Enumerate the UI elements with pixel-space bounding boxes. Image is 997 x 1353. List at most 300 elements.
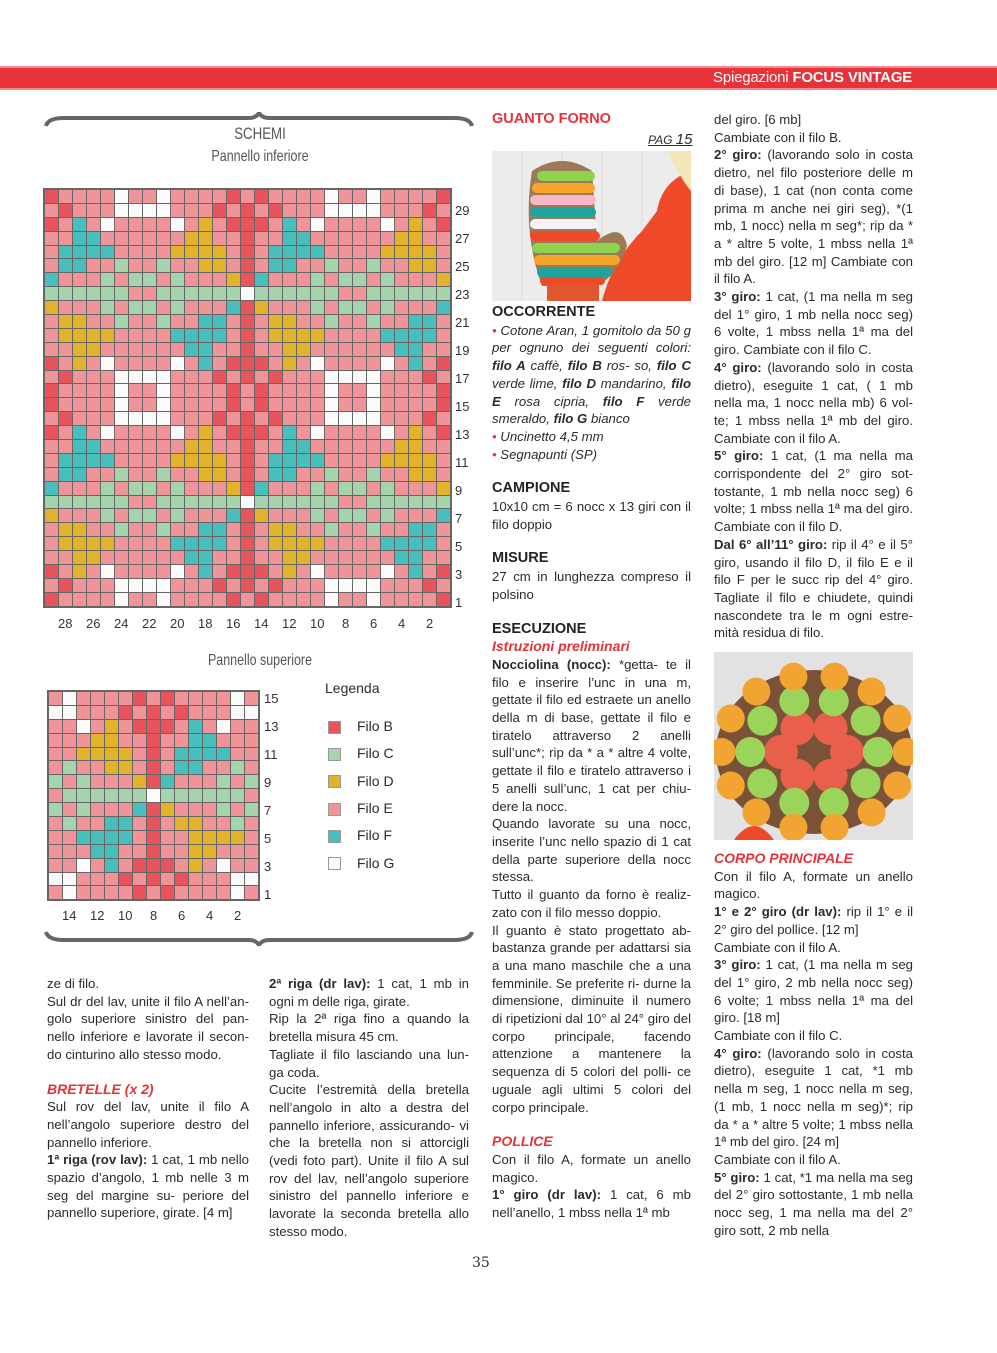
yarn-bobble: [747, 706, 777, 736]
chart-cell-B: [213, 412, 226, 425]
chart-cell-E: [437, 551, 450, 564]
chart-cell-E: [105, 692, 118, 705]
row-tick-label: 11: [264, 747, 278, 762]
col-tick-label: 12: [282, 616, 297, 631]
chart-cell-E: [395, 259, 408, 272]
chart-cell-E: [129, 190, 142, 203]
chart-cell-E: [217, 734, 230, 747]
chart-cell-E: [409, 204, 422, 217]
paragraph: Il guanto è stato progettato ab- bastanza grande per adattarsi sia a una mano maschile che a una femminile. Se preferite ri- durne la dimensione, diminuite il numero di ripetizioni dal 10° al 24° giro del corpo principale, facendo attenzione a mantenere la sequenza di 5 colori del polli- ce uguale agli ultimi 5 colori del corpo principale.: [492, 922, 691, 1115]
chart-cell-F: [199, 343, 212, 356]
chart-cell-E: [381, 190, 394, 203]
chart-cell-E: [283, 398, 296, 411]
chart-cell-C: [423, 496, 436, 509]
chart-cell-C: [115, 287, 128, 300]
chart-cell-C: [325, 523, 338, 536]
chart-cell-E: [203, 803, 216, 816]
chart-cell-D: [101, 329, 114, 342]
chart-cell-E: [133, 873, 146, 886]
chart-cell-G: [325, 204, 338, 217]
chart-cell-E: [297, 371, 310, 384]
chart-cell-G: [157, 384, 170, 397]
chart-cell-E: [423, 426, 436, 439]
chart-cell-F: [73, 246, 86, 259]
paragraph: Con il filo A, formate un anello magico.: [714, 868, 913, 902]
chart-cell-D: [381, 246, 394, 259]
chart-cell-C: [175, 789, 188, 802]
section-label: Spiegazioni: [713, 69, 789, 86]
chart-cell-E: [409, 190, 422, 203]
chart-cell-G: [77, 859, 90, 872]
chart-cell-G: [367, 371, 380, 384]
chart-cell-D: [185, 246, 198, 259]
chart-cell-C: [283, 287, 296, 300]
chart-cell-E: [227, 440, 240, 453]
col-tick-label: 16: [226, 616, 241, 631]
chart-cell-B: [241, 537, 254, 550]
chart-cell-E: [49, 761, 62, 774]
chart-cell-E: [325, 482, 338, 495]
chart-cell-G: [101, 426, 114, 439]
chart-cell-E: [367, 454, 380, 467]
chart-cell-E: [269, 482, 282, 495]
chart-cell-E: [129, 551, 142, 564]
chart-cell-E: [311, 523, 324, 536]
chart-cell-E: [87, 190, 100, 203]
chart-cell-E: [101, 204, 114, 217]
chart-cell-E: [129, 259, 142, 272]
chart-cell-C: [311, 301, 324, 314]
row-tick-label: 9: [264, 775, 272, 790]
chart-cell-E: [367, 329, 380, 342]
chart-cell-D: [269, 329, 282, 342]
chart-cell-E: [175, 734, 188, 747]
chart-cell-E: [283, 371, 296, 384]
chart-cell-E: [395, 273, 408, 286]
paragraph: [269, 975, 469, 1010]
chart-cell-C: [367, 496, 380, 509]
chart-cell-C: [73, 287, 86, 300]
yarn-color: mandarino,: [596, 375, 672, 391]
chart-cell-E: [203, 859, 216, 872]
chart-cell-G: [157, 593, 170, 606]
mitten-top-illustration: [714, 652, 913, 840]
chart-cell-B: [133, 886, 146, 899]
chart-cell-E: [339, 190, 352, 203]
chart-cell-E: [143, 551, 156, 564]
chart-cell-C: [171, 509, 184, 522]
chart-cell-G: [171, 218, 184, 231]
chart-cell-E: [185, 218, 198, 231]
chart-cell-E: [255, 315, 268, 328]
chart-cell-E: [311, 384, 324, 397]
chart-cell-E: [339, 398, 352, 411]
chart-cell-E: [395, 412, 408, 425]
row-tick-label: 27: [455, 231, 470, 246]
chart-cell-D: [189, 845, 202, 858]
yarn-bobble: [814, 759, 848, 793]
chart-cell-E: [73, 398, 86, 411]
chart-cell-E: [87, 509, 100, 522]
chart-cell-G: [63, 873, 76, 886]
chart-cell-F: [189, 720, 202, 733]
chart-cell-F: [91, 845, 104, 858]
chart-cell-E: [161, 748, 174, 761]
chart-cell-E: [143, 537, 156, 550]
text-column-3: [492, 304, 691, 1222]
chart-cell-E: [59, 384, 72, 397]
legend-swatch: [328, 775, 341, 788]
chart-cell-F: [73, 468, 86, 481]
chart-cell-F: [395, 343, 408, 356]
chart-cell-E: [63, 803, 76, 816]
paragraph: Tagliate il filo lasciando una lun- ga coda.: [269, 1046, 469, 1080]
chart-cell-G: [353, 412, 366, 425]
chart-cell-E: [437, 412, 450, 425]
chart-cell-C: [49, 775, 62, 788]
chart-cell-E: [227, 579, 240, 592]
chart-cell-G: [241, 496, 254, 509]
chart-cell-E: [297, 273, 310, 286]
chart-cell-B: [133, 859, 146, 872]
chart-cell-E: [115, 551, 128, 564]
chart-cell-E: [409, 273, 422, 286]
chart-cell-E: [73, 482, 86, 495]
step-text: *getta- te il filo e inserire l’unc in una m, gettate il filo ed estraete un anello della m di base, gettate il filo e tiratelo attraverso 2 anelli sull’unc*; rip da * a * altre 4 volte, gettate il filo e tiratelo attraverso i 5 anelli sull’unc, 1 cat per chiu- dere la nocc.: [492, 656, 691, 814]
chart-cell-F: [189, 734, 202, 747]
chart-cell-C: [339, 509, 352, 522]
step-label: Dal 6° all’11° giro:: [714, 536, 828, 552]
chart-cell-C: [227, 496, 240, 509]
chart-cell-F: [199, 565, 212, 578]
chart-cell-D: [269, 315, 282, 328]
chart-cell-C: [143, 482, 156, 495]
chart-cell-E: [269, 565, 282, 578]
chart-cell-E: [269, 384, 282, 397]
chart-cell-F: [423, 329, 436, 342]
chart-cell-C: [245, 775, 258, 788]
chart-cell-E: [77, 734, 90, 747]
chart-cell-F: [409, 523, 422, 536]
chart-cell-E: [231, 859, 244, 872]
yarn-bobble: [735, 737, 765, 767]
chart-cell-E: [367, 565, 380, 578]
chart-cell-B: [255, 190, 268, 203]
col-tick-label: 10: [310, 616, 325, 631]
chart-cell-F: [73, 259, 86, 272]
chart-cell-G: [367, 579, 380, 592]
chart-cell-E: [133, 734, 146, 747]
chart-cell-B: [45, 426, 58, 439]
chart-cell-C: [381, 482, 394, 495]
chart-cell-E: [339, 426, 352, 439]
chart-cell-E: [171, 232, 184, 245]
chart-cell-F: [255, 273, 268, 286]
chart-cell-D: [297, 329, 310, 342]
yarn-label: filo C: [656, 358, 692, 374]
chart-cell-D: [87, 537, 100, 550]
bullet-icon: •: [492, 322, 497, 338]
chart-cell-E: [353, 440, 366, 453]
col-tick-label: 20: [170, 616, 185, 631]
chart-cell-B: [45, 565, 58, 578]
chart-cell-E: [63, 734, 76, 747]
paragraph: [714, 447, 913, 536]
chart-cell-E: [339, 440, 352, 453]
step-text: (lavorando solo in costa dietro), eseguite 1 cat, *1 mb nella m seg, 1 nocc nella m seg, (1 mb, 1 nocc nella m seg)*; rip da * a * altre 5 volte; 1 mbss nella 1ª mb del giro. [24 m]: [714, 1045, 913, 1150]
chart-cell-E: [185, 593, 198, 606]
chart-cell-B: [241, 371, 254, 384]
chart-cell-G: [171, 426, 184, 439]
chart-cell-E: [437, 537, 450, 550]
col-tick-label: 8: [342, 616, 350, 631]
chart-cell-C: [269, 287, 282, 300]
chart-cell-E: [367, 426, 380, 439]
yarn-bobble: [851, 706, 881, 736]
chart-cell-G: [231, 873, 244, 886]
chart-cell-F: [199, 329, 212, 342]
chart-cell-D: [101, 537, 114, 550]
chart-cell-E: [185, 579, 198, 592]
chart-cell-B: [147, 831, 160, 844]
chart-cell-B: [241, 218, 254, 231]
chart-cell-G: [217, 720, 230, 733]
chart-cell-E: [213, 343, 226, 356]
chart-cell-E: [105, 775, 118, 788]
col-tick-label: 26: [86, 616, 101, 631]
chart-cell-E: [227, 343, 240, 356]
chart-cell-B: [437, 565, 450, 578]
chart-cell-E: [143, 357, 156, 370]
chart-cell-F: [409, 357, 422, 370]
chart-cell-G: [353, 579, 366, 592]
chart-cell-E: [339, 329, 352, 342]
chart-cell-E: [325, 440, 338, 453]
chart-cell-E: [367, 273, 380, 286]
chart-cell-G: [143, 579, 156, 592]
chart-cell-E: [353, 246, 366, 259]
chart-cell-E: [171, 593, 184, 606]
chart-cell-E: [423, 232, 436, 245]
chart-cell-E: [171, 398, 184, 411]
chart-cell-E: [213, 273, 226, 286]
chart-cell-E: [395, 301, 408, 314]
chart-cell-F: [283, 218, 296, 231]
yarn-bobble: [814, 711, 848, 745]
chart-cell-E: [255, 259, 268, 272]
chart-cell-E: [409, 384, 422, 397]
chart-cell-E: [77, 706, 90, 719]
legend-swatch: [328, 721, 341, 734]
chart-cell-E: [45, 579, 58, 592]
chart-cell-F: [119, 817, 132, 830]
yarn-bobble: [747, 768, 777, 798]
chart-cell-E: [339, 246, 352, 259]
chart-cell-F: [409, 315, 422, 328]
chart-cell-F: [437, 509, 450, 522]
chart-cell-B: [147, 859, 160, 872]
chart-cell-E: [59, 218, 72, 231]
lower-panel-chart: [43, 188, 452, 608]
chart-cell-E: [45, 259, 58, 272]
chart-cell-E: [45, 246, 58, 259]
chart-cell-E: [45, 468, 58, 481]
chart-cell-E: [437, 468, 450, 481]
chart-cell-E: [325, 329, 338, 342]
chart-cell-E: [227, 412, 240, 425]
chart-cell-C: [255, 287, 268, 300]
chart-cell-E: [77, 845, 90, 858]
yarn-bobble: [779, 663, 807, 691]
chart-cell-E: [381, 343, 394, 356]
chart-cell-D: [119, 748, 132, 761]
chart-cell-F: [105, 845, 118, 858]
chart-cell-E: [171, 371, 184, 384]
chart-cell-E: [381, 412, 394, 425]
chart-cell-D: [91, 734, 104, 747]
chart-cell-C: [203, 789, 216, 802]
chart-cell-C: [91, 789, 104, 802]
chart-cell-D: [227, 482, 240, 495]
step-label: 4° giro:: [714, 359, 762, 375]
chart-cell-E: [353, 287, 366, 300]
chart-cell-E: [353, 454, 366, 467]
col-tick-label: 12: [90, 908, 105, 923]
chart-cell-E: [437, 232, 450, 245]
paragraph: Quando lavorate su una nocc, inserite l’unc nello spazio di 1 cat della parte superiore della nocc stessa.: [492, 816, 691, 885]
chart-cell-E: [73, 579, 86, 592]
chart-cell-F: [73, 232, 86, 245]
chart-cell-E: [59, 593, 72, 606]
chart-cell-C: [129, 482, 142, 495]
page-number: 35: [472, 1255, 490, 1271]
chart-cell-E: [185, 509, 198, 522]
chart-cell-E: [325, 537, 338, 550]
chart-cell-B: [437, 218, 450, 231]
chart-cell-E: [101, 384, 114, 397]
chart-cell-C: [199, 496, 212, 509]
chart-cell-E: [175, 803, 188, 816]
chart-cell-D: [409, 426, 422, 439]
chart-cell-E: [423, 482, 436, 495]
occorrente-heading: OCCORRENTE: [492, 304, 596, 320]
chart-cell-E: [367, 357, 380, 370]
chart-cell-F: [175, 761, 188, 774]
paragraph: Sul dr del lav, unite il filo A nell’an- golo superiore sinistro del pan- nello inferiore e lavorate il secon- do cinturino allo stesso modo.: [47, 993, 249, 1062]
chart-cell-G: [325, 384, 338, 397]
chart-cell-E: [325, 551, 338, 564]
chart-cell-B: [45, 190, 58, 203]
chart-cell-E: [143, 315, 156, 328]
paragraph: [714, 956, 913, 1027]
chart-cell-E: [157, 357, 170, 370]
chart-cell-E: [381, 551, 394, 564]
chart-cell-C: [217, 803, 230, 816]
chart-cell-E: [143, 190, 156, 203]
chart-cell-E: [129, 287, 142, 300]
chart-cell-E: [133, 761, 146, 774]
chart-cell-E: [129, 496, 142, 509]
chart-cell-E: [175, 886, 188, 899]
chart-cell-E: [339, 468, 352, 481]
chart-cell-E: [185, 315, 198, 328]
chart-cell-E: [129, 593, 142, 606]
chart-cell-F: [297, 232, 310, 245]
chart-cell-E: [381, 398, 394, 411]
chart-cell-E: [101, 259, 114, 272]
chart-cell-D: [185, 454, 198, 467]
chart-cell-D: [269, 537, 282, 550]
chart-cell-E: [161, 831, 174, 844]
chart-cell-E: [297, 315, 310, 328]
chart-cell-C: [395, 287, 408, 300]
chart-cell-C: [395, 496, 408, 509]
chart-cell-C: [325, 468, 338, 481]
chart-cell-E: [199, 482, 212, 495]
chart-cell-E: [269, 232, 282, 245]
legend-item: [328, 718, 393, 734]
chart-cell-E: [185, 204, 198, 217]
chart-cell-B: [241, 523, 254, 536]
chart-cell-B: [255, 593, 268, 606]
chart-cell-C: [157, 259, 170, 272]
chart-cell-G: [339, 412, 352, 425]
chart-cell-E: [297, 565, 310, 578]
chart-cell-E: [185, 384, 198, 397]
chart-cell-E: [199, 301, 212, 314]
chart-cell-E: [143, 343, 156, 356]
chart-cell-E: [105, 886, 118, 899]
chart-cell-E: [171, 204, 184, 217]
chart-cell-E: [59, 273, 72, 286]
chart-cell-E: [147, 886, 160, 899]
chart-cell-G: [367, 204, 380, 217]
chart-cell-E: [115, 440, 128, 453]
chart-cell-F: [105, 831, 118, 844]
chart-cell-C: [311, 482, 324, 495]
chart-cell-F: [59, 454, 72, 467]
chart-cell-E: [213, 384, 226, 397]
chart-cell-B: [161, 720, 174, 733]
chart-cell-B: [241, 259, 254, 272]
chart-cell-F: [409, 565, 422, 578]
chart-cell-C: [101, 496, 114, 509]
chart-cell-E: [353, 232, 366, 245]
chart-cell-G: [49, 706, 62, 719]
chart-cell-E: [381, 523, 394, 536]
chart-cell-C: [353, 482, 366, 495]
chart-cell-E: [87, 593, 100, 606]
chart-cell-B: [437, 190, 450, 203]
chart-cell-F: [73, 440, 86, 453]
chart-cell-F: [105, 817, 118, 830]
chart-cell-E: [395, 398, 408, 411]
chart-cell-D: [189, 831, 202, 844]
chart-cell-C: [143, 509, 156, 522]
row-tick-label: 1: [455, 595, 463, 610]
chart-cell-E: [423, 301, 436, 314]
chart-cell-E: [395, 218, 408, 231]
chart-cell-E: [297, 579, 310, 592]
chart-cell-C: [115, 315, 128, 328]
paragraph: [714, 1045, 913, 1151]
chart-cell-E: [255, 537, 268, 550]
chart-cell-E: [269, 301, 282, 314]
chart-cell-E: [49, 720, 62, 733]
chart-cell-E: [409, 412, 422, 425]
chart-cell-E: [339, 343, 352, 356]
chart-cell-E: [101, 343, 114, 356]
